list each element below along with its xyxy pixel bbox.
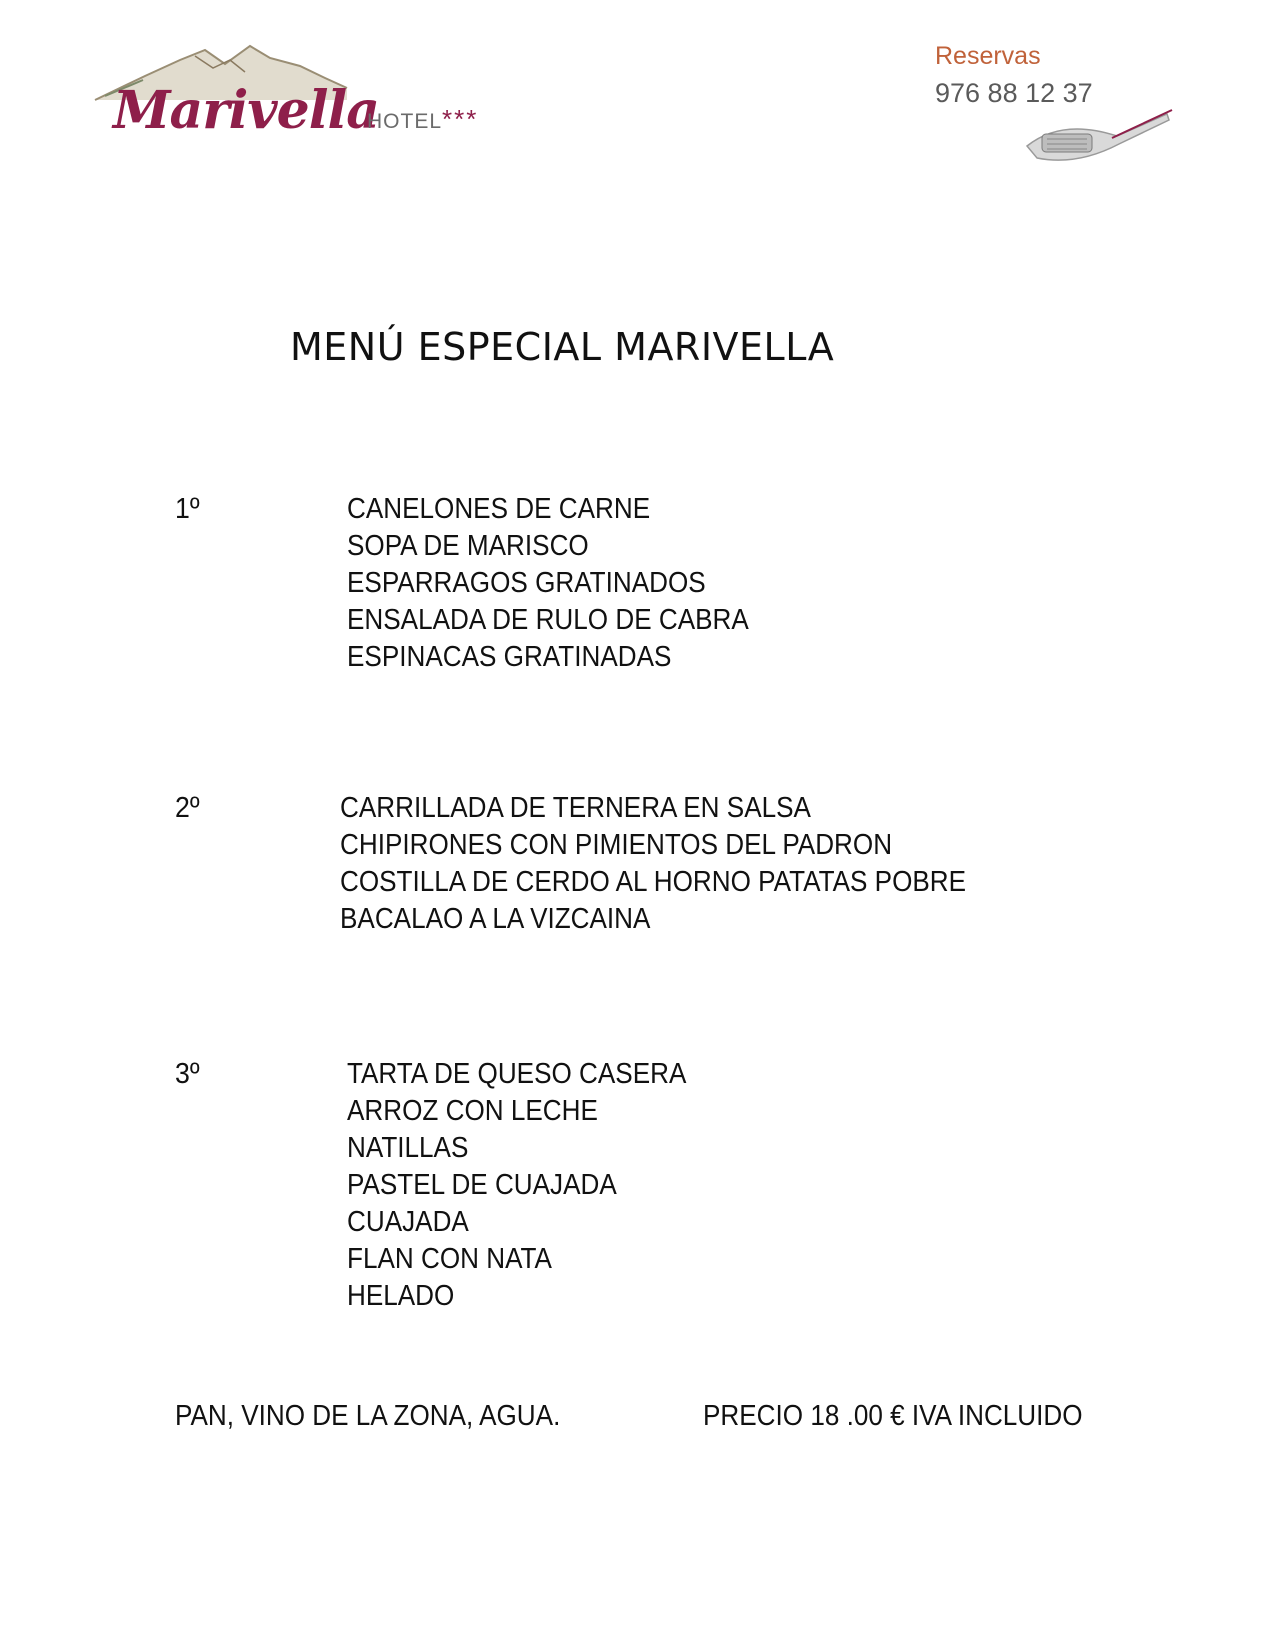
dish-item: CUAJADA bbox=[347, 1206, 469, 1238]
menu-price: PRECIO 18 .00 € IVA INCLUIDO bbox=[703, 1400, 1083, 1432]
logo-name: Marivella bbox=[113, 80, 379, 141]
dish-item: SOPA DE MARISCO bbox=[347, 530, 589, 562]
dish-item: ESPARRAGOS GRATINADOS bbox=[347, 567, 706, 599]
menu-title: MENÚ ESPECIAL MARIVELLA bbox=[290, 325, 835, 369]
reservations-label: Reservas bbox=[935, 42, 1041, 70]
course-number-second: 2º bbox=[175, 792, 200, 824]
dish-item: ESPINACAS GRATINADAS bbox=[347, 641, 672, 673]
dish-item: TARTA DE QUESO CASERA bbox=[347, 1058, 687, 1090]
dish-item: CANELONES DE CARNE bbox=[347, 493, 651, 525]
dish-item: NATILLAS bbox=[347, 1132, 469, 1164]
dish-item: PASTEL DE CUAJADA bbox=[347, 1169, 617, 1201]
logo-stars: *** bbox=[442, 104, 479, 134]
hotel-logo bbox=[85, 38, 525, 148]
dish-item: CARRILLADA DE TERNERA EN SALSA bbox=[340, 792, 811, 824]
dish-item: HELADO bbox=[347, 1280, 455, 1312]
dish-item: ENSALADA DE RULO DE CABRA bbox=[347, 604, 749, 636]
telephone-icon bbox=[1007, 106, 1197, 186]
dish-item: COSTILLA DE CERDO AL HORNO PATATAS POBRE bbox=[340, 866, 967, 898]
course-number-first: 1º bbox=[175, 493, 200, 525]
dish-item: BACALAO A LA VIZCAINA bbox=[340, 903, 651, 935]
logo-hotel-label: HOTEL bbox=[367, 110, 443, 133]
included-items: PAN, VINO DE LA ZONA, AGUA. bbox=[175, 1400, 561, 1432]
reservations-block bbox=[935, 40, 1195, 180]
dish-item: CHIPIRONES CON PIMIENTOS DEL PADRON bbox=[340, 829, 893, 861]
dish-item: FLAN CON NATA bbox=[347, 1243, 552, 1275]
reservations-phone: 976 88 12 37 bbox=[935, 78, 1093, 108]
course-number-third: 3º bbox=[175, 1058, 200, 1090]
dish-item: ARROZ CON LECHE bbox=[347, 1095, 598, 1127]
